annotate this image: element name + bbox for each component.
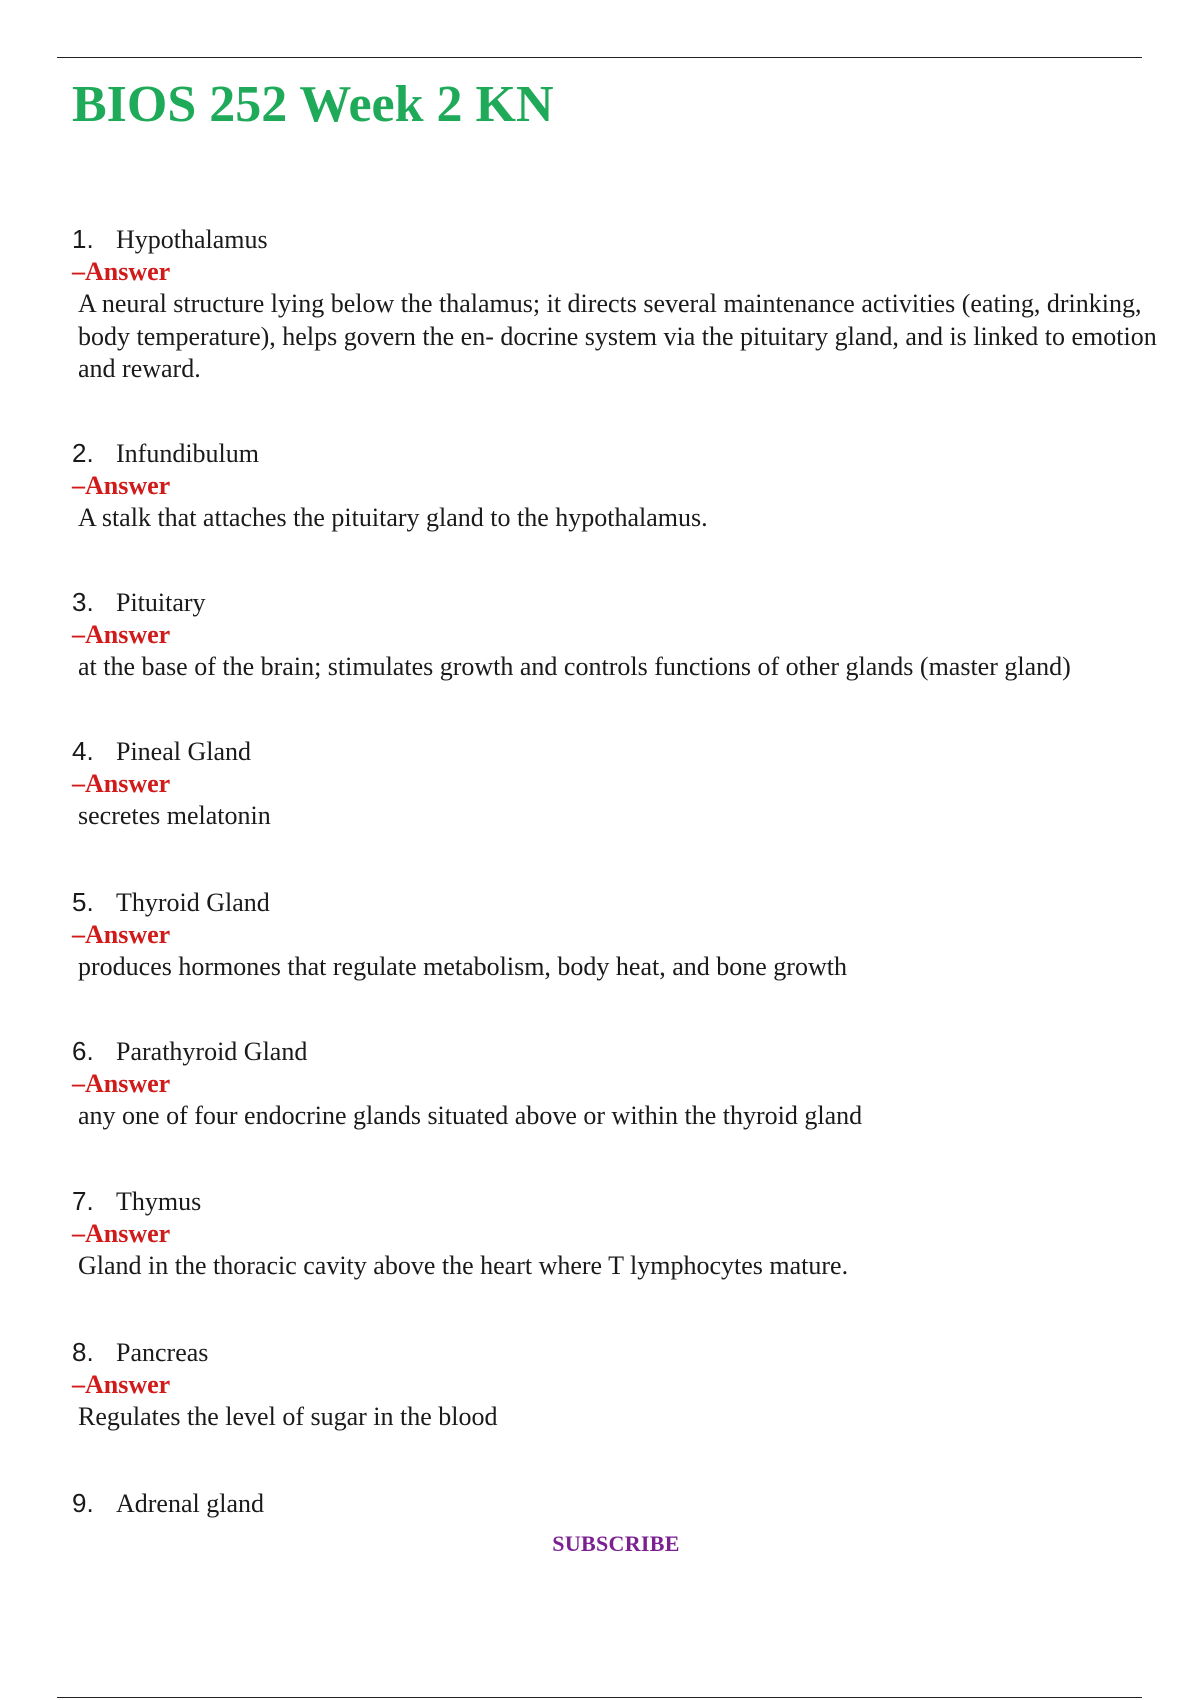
question-line: [72, 1486, 1162, 1520]
answer-label: –Answer: [72, 769, 171, 798]
question-term: Pineal Gland: [116, 737, 252, 766]
question-number: 9.: [72, 1488, 94, 1518]
question-number: 4.: [72, 736, 94, 766]
question-number: 1.: [72, 224, 94, 254]
qa-item-2: [72, 436, 1162, 535]
question-line: [72, 734, 1162, 768]
question-number: 5.: [72, 887, 94, 917]
document-title: BIOS 252 Week 2 KN: [72, 76, 554, 133]
answer-label: –Answer: [72, 1069, 171, 1098]
answer-text: any one of four endocrine glands situated above or within the thyroid gland: [78, 1101, 863, 1130]
question-term: Adrenal gland: [116, 1489, 265, 1518]
question-term: Infundibulum: [116, 439, 259, 468]
question-term: Parathyroid Gland: [116, 1037, 308, 1066]
answer-label: –Answer: [72, 920, 171, 949]
question-term: Pituitary: [116, 588, 206, 617]
answer-text: produces hormones that regulate metabolism, body heat, and bone growth: [78, 952, 847, 981]
answer-text: Gland in the thoracic cavity above the heart where T lymphocytes mature.: [78, 1251, 849, 1280]
answer-text: A neural structure lying below the thalamus; it directs several maintenance activities (eating, drinking, body temperature), helps govern the en- docrine system via the pituitary gland, and is linked to emotion and reward.: [78, 289, 1157, 383]
question-number: 7.: [72, 1186, 94, 1216]
subscribe-link[interactable]: SUBSCRIBE: [552, 1531, 680, 1556]
question-line: [72, 1335, 1162, 1369]
qa-item-3: [72, 585, 1162, 684]
question-term: Pancreas: [116, 1338, 209, 1367]
question-number: 3.: [72, 587, 94, 617]
answer-label: –Answer: [72, 1219, 171, 1248]
answer-label: –Answer: [72, 471, 171, 500]
qa-item-6: [72, 1034, 1162, 1133]
qa-item-5: [72, 885, 1162, 984]
answer-text: secretes melatonin: [78, 801, 271, 830]
question-number: 2.: [72, 438, 94, 468]
qa-item-8: [72, 1335, 1162, 1434]
question-line: [72, 885, 1162, 919]
qa-item-9: [72, 1486, 1162, 1520]
question-number: 6.: [72, 1036, 94, 1066]
question-term: Hypothalamus: [116, 225, 268, 254]
question-number: 8.: [72, 1337, 94, 1367]
answer-text: A stalk that attaches the pituitary gland to the hypothalamus.: [78, 503, 708, 532]
top-rule: [57, 57, 1142, 58]
question-term: Thymus: [116, 1187, 202, 1216]
question-line: [72, 585, 1162, 619]
question-term: Thyroid Gland: [116, 888, 270, 917]
question-line: [72, 222, 1162, 256]
bottom-rule: [57, 1697, 1142, 1698]
qa-item-4: [72, 734, 1162, 833]
question-line: [72, 1034, 1162, 1068]
answer-label: –Answer: [72, 620, 171, 649]
answer-text: Regulates the level of sugar in the blood: [78, 1402, 498, 1431]
qa-item-7: [72, 1184, 1162, 1283]
question-line: [72, 436, 1162, 470]
qa-item-1: [72, 222, 1162, 386]
answer-label: –Answer: [72, 257, 171, 286]
question-line: [72, 1184, 1162, 1218]
answer-text: at the base of the brain; stimulates growth and controls functions of other glands (master gland): [78, 652, 1071, 681]
answer-label: –Answer: [72, 1370, 171, 1399]
